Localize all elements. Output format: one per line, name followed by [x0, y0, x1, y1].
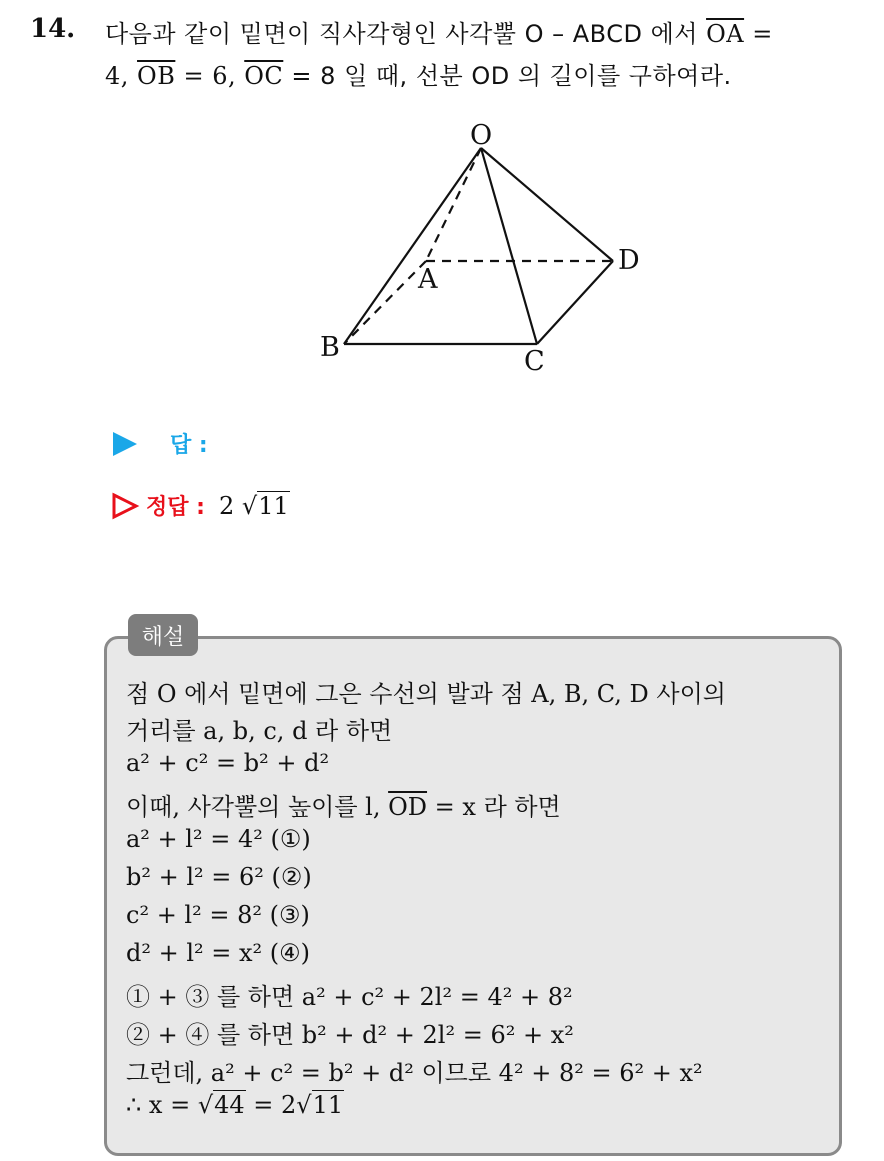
correct-answer-coef: 2 [218, 491, 235, 520]
solution-line: a² + c² = b² + d² [126, 749, 330, 777]
question-line1-prefix: 다음과 같이 밑면이 직사각형인 사각뿔 O – ABCD 에서 [105, 20, 707, 48]
play-arrow-icon [110, 429, 140, 459]
question-number: 14. [30, 14, 76, 44]
solution-line: c² + l² = 8² (③) [126, 901, 310, 929]
radicand-11: 11 [312, 1091, 344, 1119]
solution-line: d² + l² = x² (④) [126, 939, 311, 967]
question-text-line1 [105, 14, 773, 49]
correct-answer-value [219, 492, 290, 520]
radicand-44: 44 [214, 1091, 245, 1119]
label-c: C [524, 346, 545, 377]
segment-od: $\overline{OD}$ [388, 793, 428, 821]
segment-oc: $\overline{OC}$ [244, 62, 284, 90]
edge-oa [426, 148, 481, 261]
edge-oc [481, 148, 537, 344]
solution-line4-suffix: = x 라 하면 [427, 793, 561, 821]
segment-ob: $\overline{OB}$ [137, 62, 176, 90]
solution-line: ① + ③ 를 하면 a² + c² + 2l² = 4² + 8² [126, 983, 573, 1011]
label-b: B [320, 332, 340, 363]
solution-last-prefix: ∴ x = [126, 1091, 198, 1119]
edge-od [481, 148, 613, 261]
solution-line: a² + l² = 4² (①) [126, 825, 311, 853]
correct-answer-radicand: 11 [258, 491, 289, 520]
edge-ob [344, 148, 481, 344]
edge-cd [537, 261, 613, 344]
sqrt-symbol: √11 [241, 491, 289, 520]
sqrt-symbol: √11 [296, 1091, 344, 1119]
solution-tag: 해설 [128, 614, 198, 656]
solution-last-mid: = 2 [245, 1091, 297, 1119]
outline-arrow-icon [110, 491, 140, 521]
correct-answer-label: 정답 : [146, 495, 205, 520]
solution-line: 거리를 a, b, c, d 라 하면 [126, 717, 393, 745]
label-o: O [470, 120, 493, 151]
solution-line: ② + ④ 를 하면 b² + d² + 2l² = 6² + x² [126, 1021, 574, 1049]
solution-line-last [126, 1091, 344, 1119]
correct-answer-row [110, 490, 290, 521]
question-line2-a: 4, [105, 62, 138, 90]
question-line2-b: = 6, [175, 62, 245, 90]
edge-ab [344, 261, 426, 344]
label-a: A [418, 264, 438, 295]
solution-line4-prefix: 이때, 사각뿔의 높이를 l, [126, 793, 389, 821]
answer-label: 답 : [170, 433, 208, 458]
solution-line: b² + l² = 6² (②) [126, 863, 312, 891]
question-text-line2 [105, 56, 732, 91]
solution-line-4 [126, 787, 561, 822]
question-line1-suffix: = [744, 20, 773, 48]
label-d: D [618, 245, 640, 276]
question-line2-c: = 8 일 때, 선분 OD 의 길이를 구하여라. [283, 62, 732, 90]
solution-line: 그런데, a² + c² = b² + d² 이므로 4² + 8² = 6² + x² [126, 1059, 703, 1087]
answer-blank-row [110, 428, 208, 459]
sqrt-symbol: √44 [197, 1091, 245, 1119]
solution-line: 점 O 에서 밑면에 그은 수선의 발과 점 A, B, C, D 사이의 [126, 680, 726, 708]
segment-oa: $\overline{OA}$ [706, 20, 745, 48]
pyramid-figure [300, 112, 680, 382]
